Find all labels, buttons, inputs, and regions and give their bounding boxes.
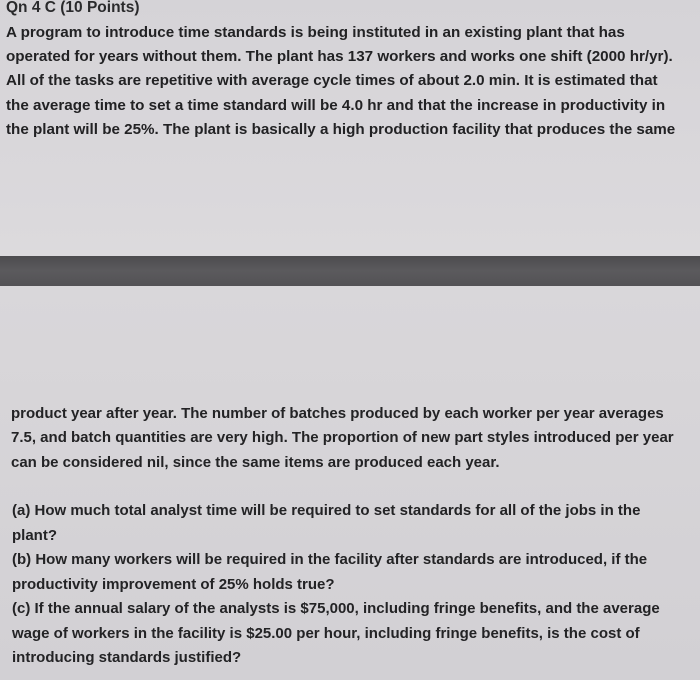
- intro-line: A program to introduce time standards is being instituted in an existing plant that has: [6, 24, 625, 41]
- sub-question-line: (c) If the annual salary of the analysts is $75,000, including fringe benefits, and the average: [12, 600, 660, 617]
- sub-question-line: (b) How many workers will be required in the facility after standards are introduced, if the: [12, 551, 648, 568]
- sub-question-a: [12, 499, 660, 548]
- sub-question-line: plant?: [12, 526, 57, 544]
- sub-question-b: [12, 548, 660, 597]
- question-heading: Qn 4 C (10 Points): [6, 0, 140, 16]
- sub-questions-list: [12, 499, 660, 671]
- intro-line: the average time to set a time standard will be 4.0 hr and that the increase in productivity in: [6, 96, 666, 114]
- intro-line: the plant will be 25%. The plant is basically a high production facility that produces the same: [6, 120, 676, 138]
- sub-question-line: productivity improvement of 25% holds true?: [12, 575, 335, 593]
- sub-question-line: (a) How much total analyst time will be required to set standards for all of the jobs in the: [12, 502, 641, 519]
- intro-line: operated for years without them. The plant has 137 workers and works one shift (2000 hr/yr).: [6, 48, 673, 66]
- sub-question-line: introducing standards justified?: [12, 649, 242, 666]
- problem-intro-paragraph: [6, 21, 696, 142]
- continuation-line: can be considered nil, since the same items are produced each year.: [11, 453, 500, 471]
- sub-question-c: [12, 597, 660, 671]
- page-break-divider: [0, 256, 700, 286]
- problem-continuation-paragraph: [11, 402, 674, 475]
- upper-page-region: [0, 0, 700, 256]
- sub-question-line: wage of workers in the facility is $25.00 per hour, including fringe benefits, is the cost of: [12, 624, 640, 642]
- continuation-line: 7.5, and batch quantities are very high. The proportion of new part styles introduced per year: [11, 429, 674, 447]
- continuation-line: product year after year. The number of batches produced by each worker per year averages: [11, 405, 664, 422]
- intro-line: All of the tasks are repetitive with average cycle times of about 2.0 min. It is estimated that: [6, 72, 658, 90]
